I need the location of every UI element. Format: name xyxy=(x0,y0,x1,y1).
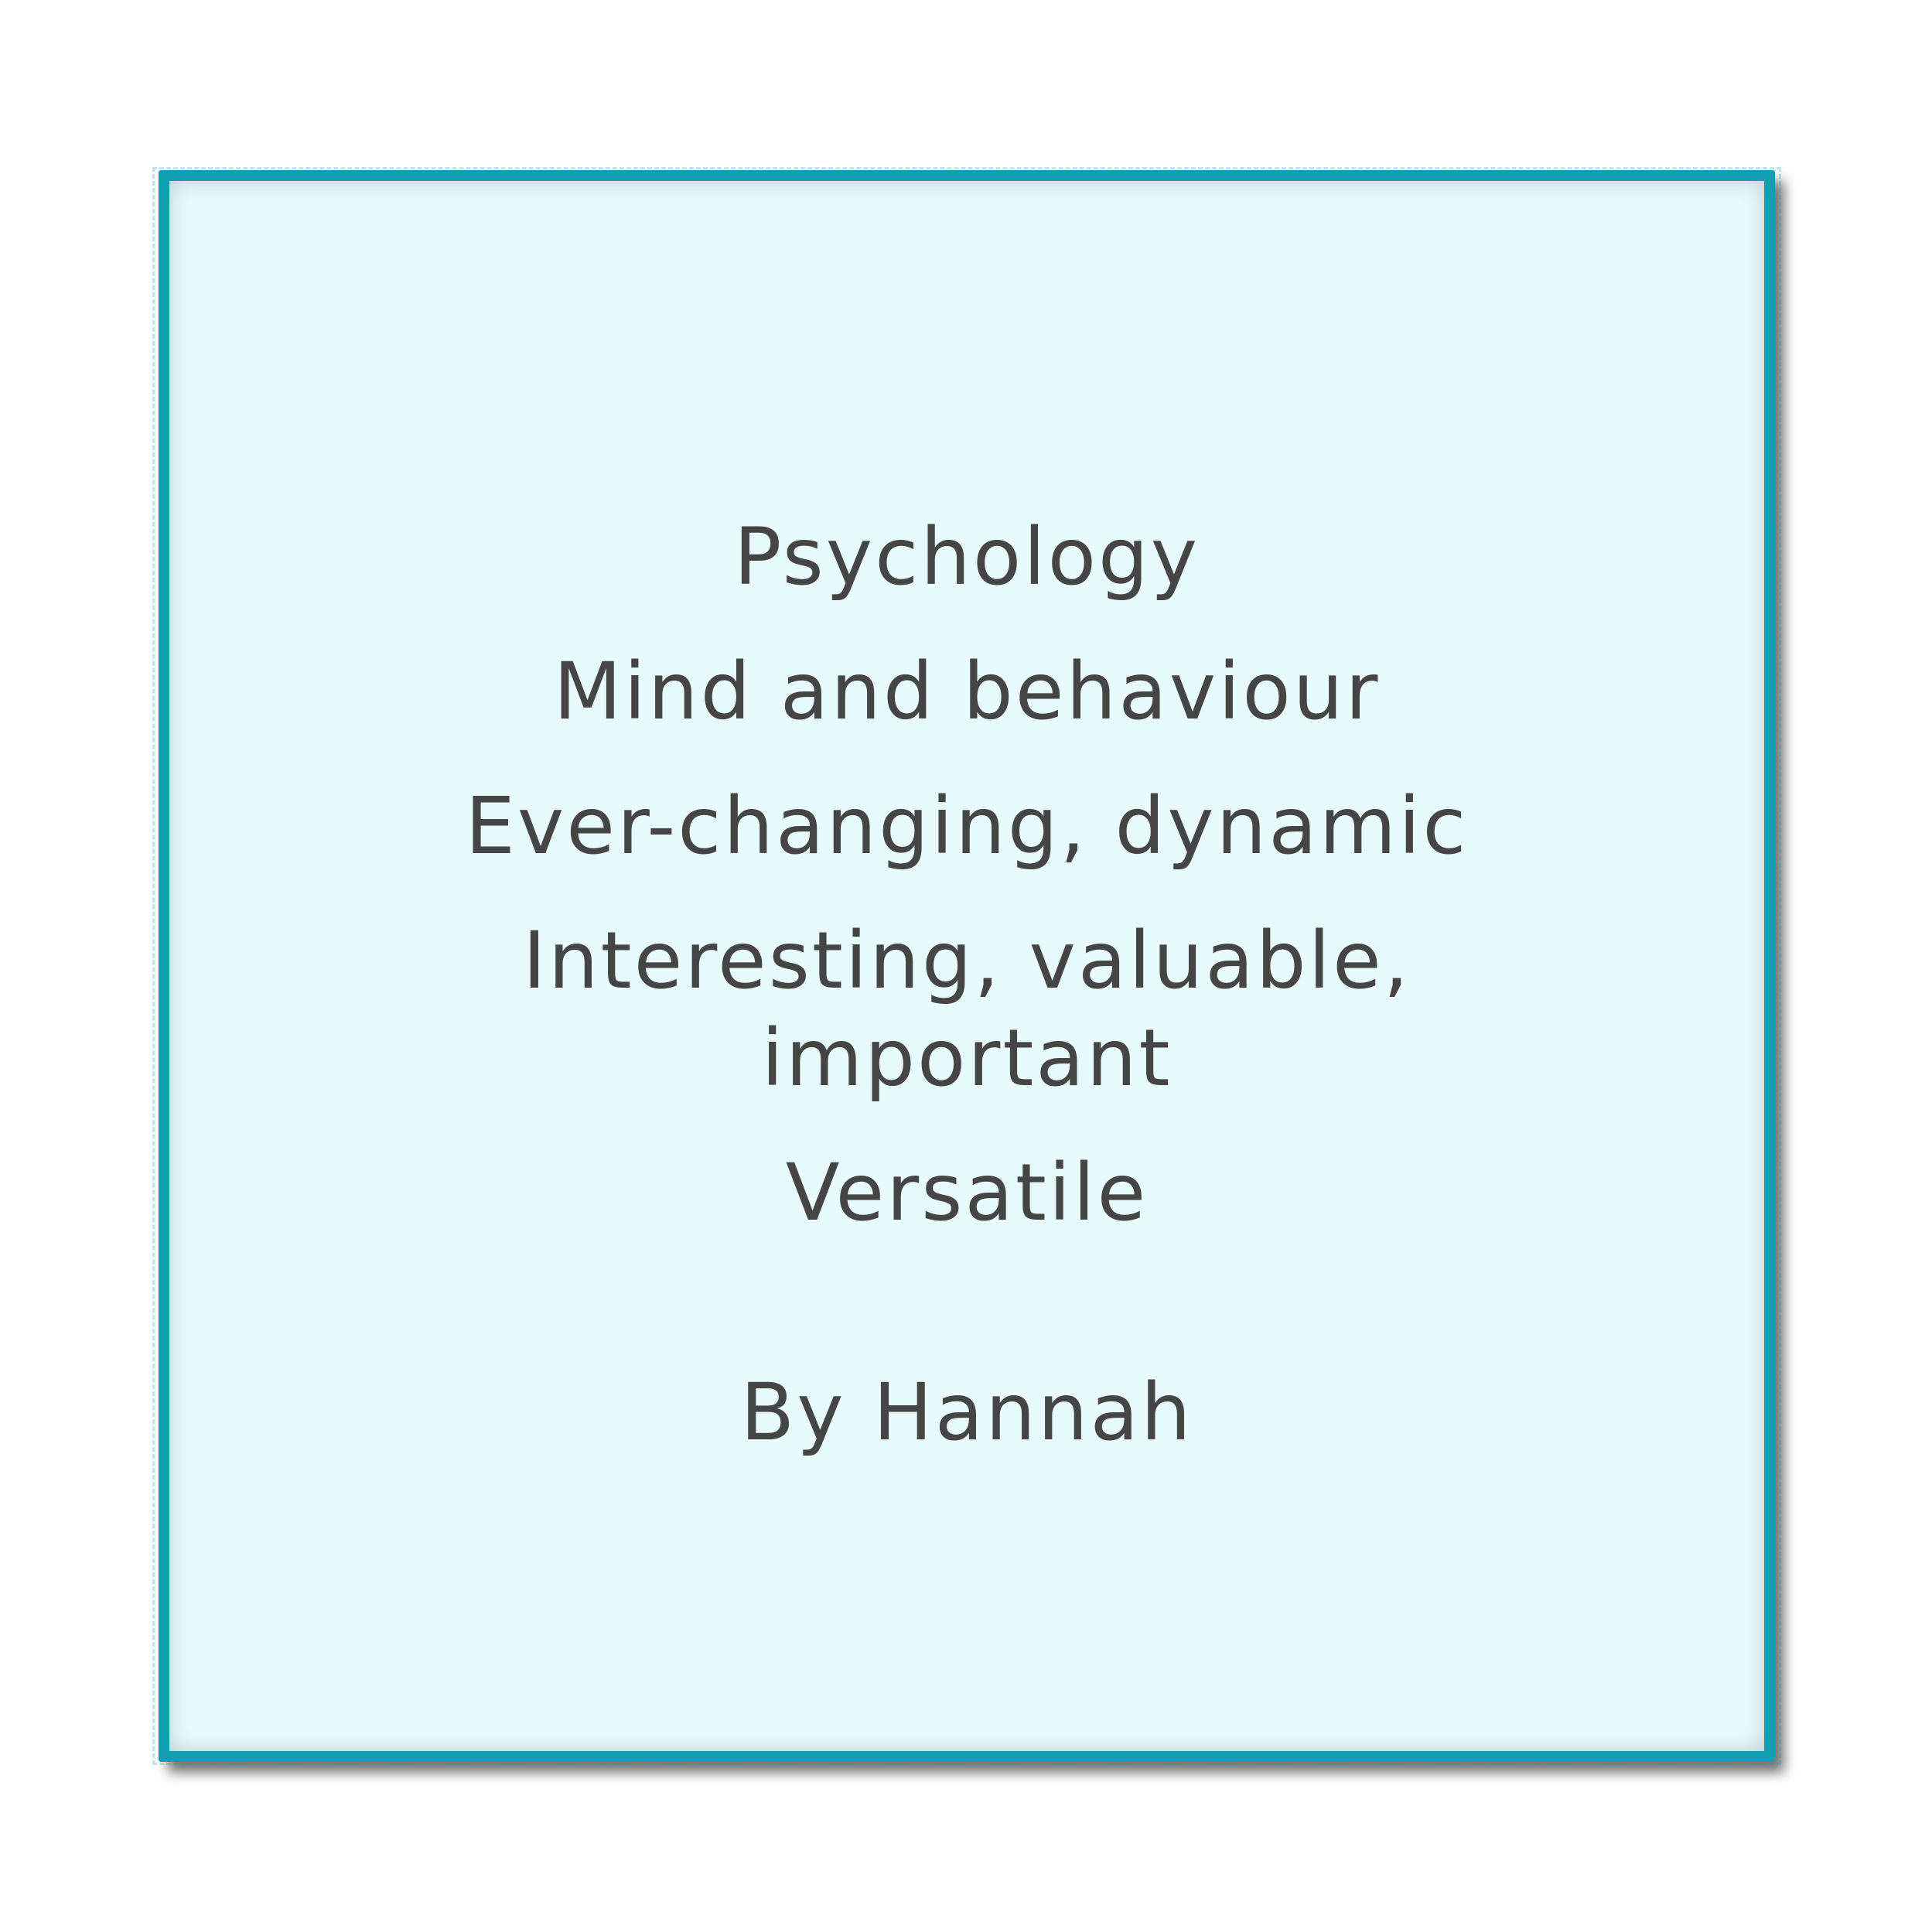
poem-line-2: Mind and behaviour xyxy=(553,646,1381,738)
poem-line-6: Versatile xyxy=(785,1147,1149,1239)
poem-line-title: Psychology xyxy=(733,511,1200,603)
poem-author: By Hannah xyxy=(740,1367,1193,1459)
poem-line-5: important xyxy=(761,1012,1173,1104)
poem-card xyxy=(159,170,1775,1762)
poem-line-3: Ever-changing, dynamic xyxy=(465,780,1469,872)
stanza-gap xyxy=(169,1261,1764,1346)
poem-line-4: Interesting, valuable, xyxy=(522,915,1411,1007)
poem-text xyxy=(169,490,1764,1480)
